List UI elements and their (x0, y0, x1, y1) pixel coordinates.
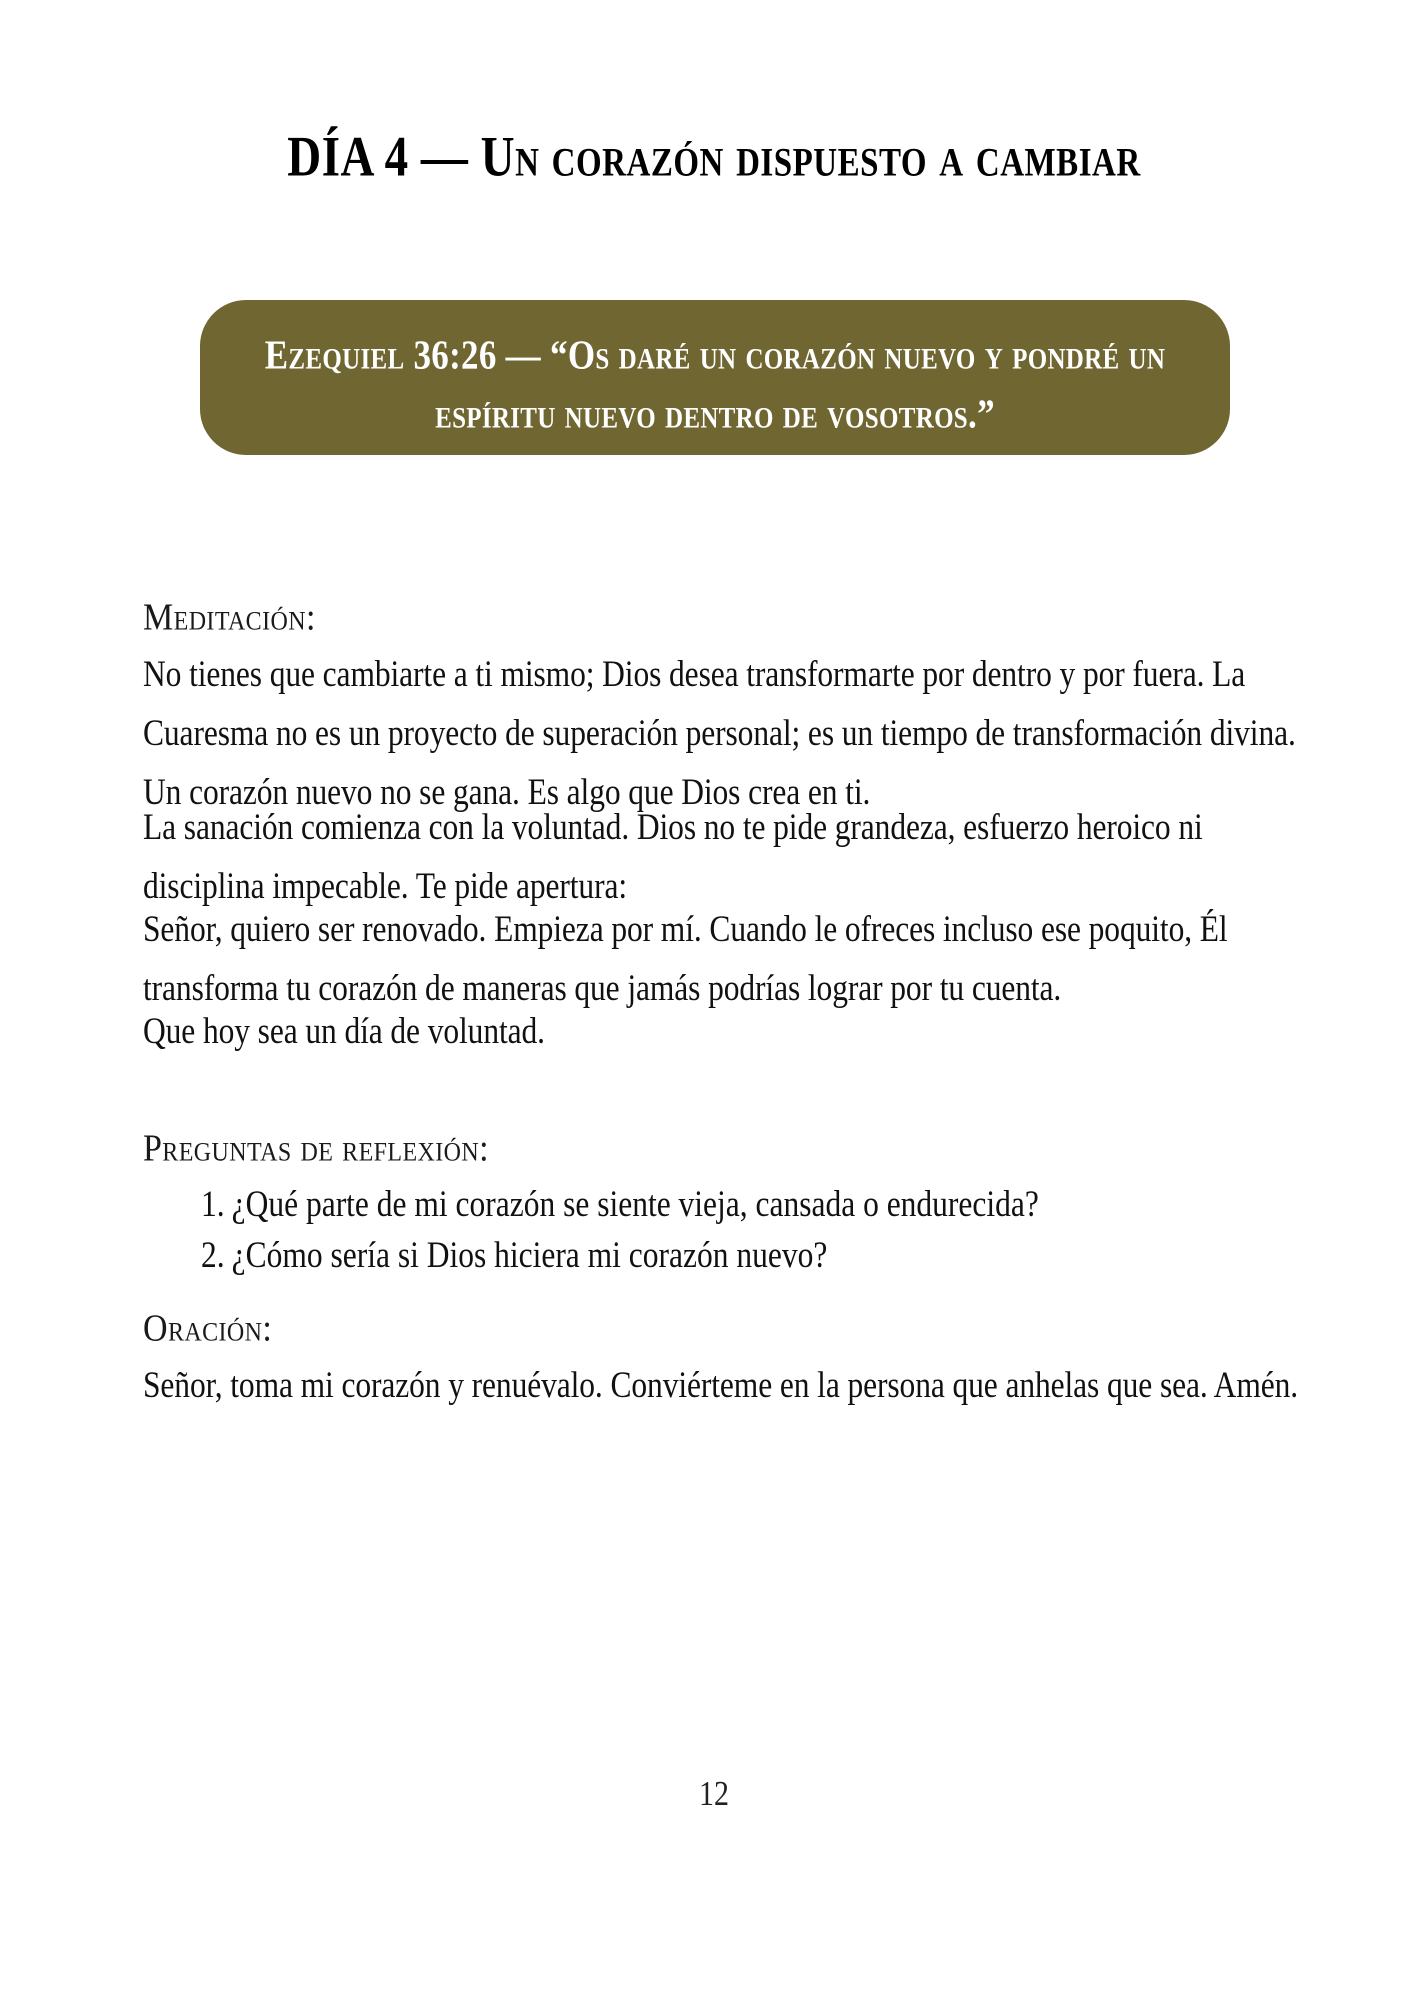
reflection-heading: Preguntas de reflexión: (143, 1127, 489, 1170)
meditation-section (143, 595, 1303, 1052)
meditation-paragraph-4: Que hoy sea un día de voluntad. (143, 1009, 545, 1051)
prayer-text: Señor, toma mi corazón y renuévalo. Conviérteme en la persona que anhelas que sea. Amén. (143, 1363, 1299, 1405)
question-number: 1. (201, 1183, 225, 1225)
meditation-paragraph-3: Señor, quiero ser renovado. Empieza por mí. Cuando le ofreces incluso ese poquito, Él transforma tu corazón de maneras que jamás podrías lograr por tu cuenta. (143, 907, 1228, 1008)
page-content (143, 595, 1303, 1406)
page-title: DÍA 4 — Un corazón dispuesto a cambiar (287, 125, 1141, 189)
question-text: ¿Cómo sería si Dios hiciera mi corazón nuevo? (231, 1234, 828, 1276)
prayer-section (143, 1306, 1303, 1406)
reflection-section (143, 1126, 1303, 1277)
question-number: 2. (201, 1234, 225, 1276)
page-number: 12 (699, 1775, 729, 1813)
scripture-verse-box (200, 300, 1230, 455)
list-item (143, 1225, 1303, 1284)
section-spacer (143, 1052, 1303, 1126)
reflection-question-list (143, 1174, 1303, 1276)
prayer-heading: Oración: (143, 1308, 273, 1350)
scripture-verse-text: Ezequiel 36:26 — “Os daré un corazón nuevo y pondré un espíritu nuevo dentro de vosotros.” (264, 331, 1166, 437)
meditation-paragraph-2: La sanación comienza con la voluntad. Dios no te pide grandeza, esfuerzo heroico ni disciplina impecable. Te pide apertura: (143, 805, 1203, 906)
meditation-heading: Meditación: (143, 597, 316, 639)
question-text: ¿Qué parte de mi corazón se siente vieja, cansada o endurecida? (231, 1183, 1039, 1225)
meditation-paragraph-1: No tienes que cambiarte a ti mismo; Dios desea transformarte por dentro y por fuera. La Cuaresma no es un proyecto de superación personal; es un tiempo de transformación divina. Un corazón nuevo no se gana. Es algo que Dios crea en ti. (143, 652, 1296, 812)
